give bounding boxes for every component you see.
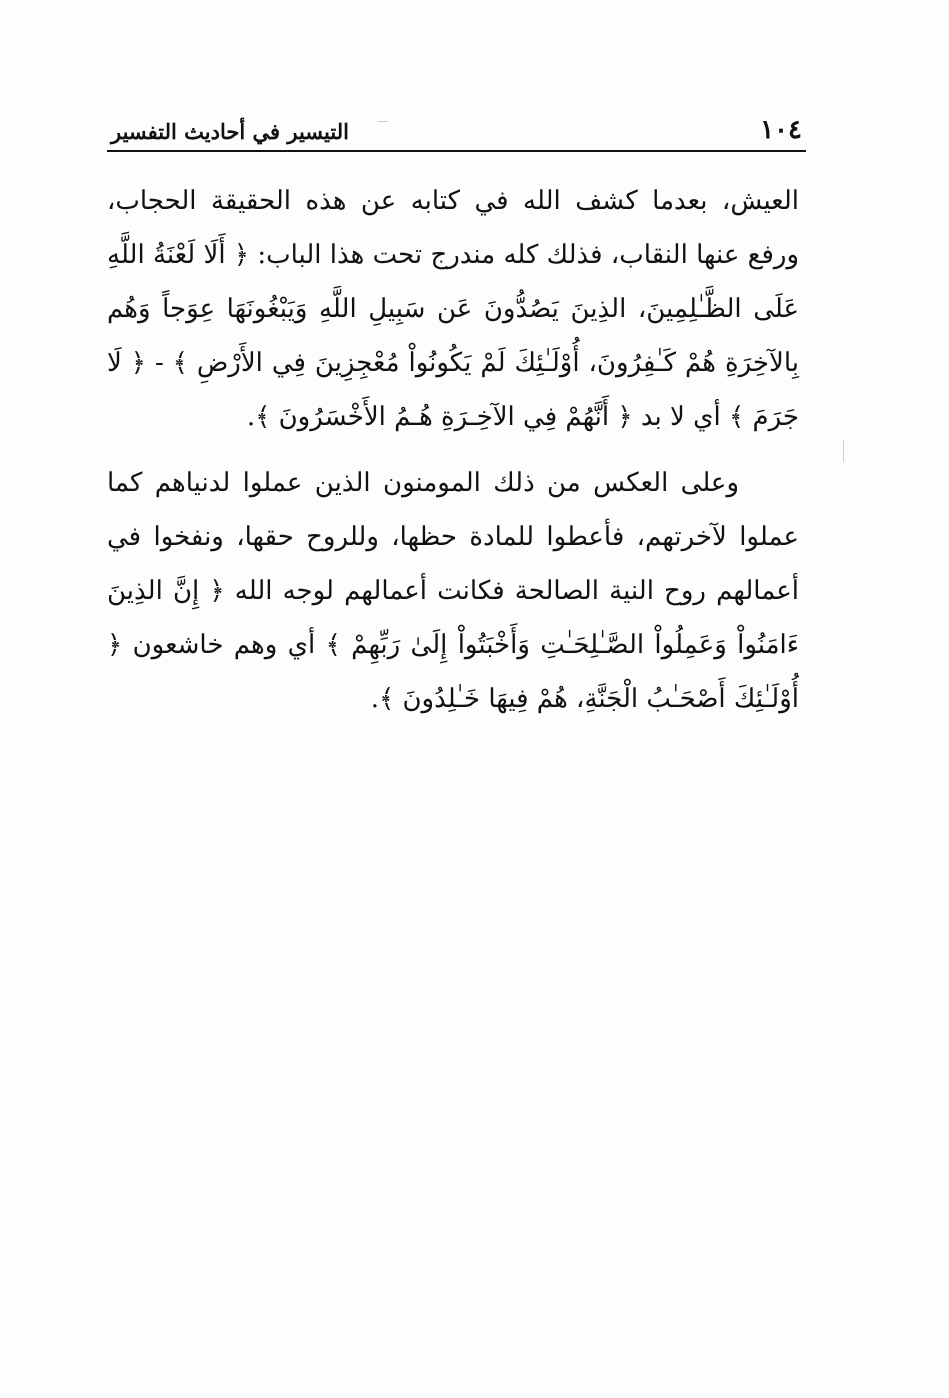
page-number: ١٠٤: [760, 115, 802, 145]
running-title: التيسير في أحاديث التفسير: [111, 119, 349, 144]
page-header: [107, 112, 806, 152]
paragraph-1: العيش، بعدما كشف الله في كتابه عن هذه الحقيقة الحجاب، ورفع عنها النقاب، فذلك كله مندرج تحت هذا الباب: ﴿ أَلَا لَعْنَةُ اللَّهِ عَلَى الظَّـٰلِمِينَ، الذِينَ يَصُدُّونَ عَن سَبِيلِ اللَّهِ وَيَبْغُونَهَا عِوَجاً وَهُم بِالآخِرَةِ هُمْ كَـٰفِرُونَ، أُوْلَـٰئِكَ لَمْ يَكُونُواْ مُعْجِزِينَ فِي الأَرْضِ ﴾ - ﴿ لَا جَرَمَ ﴾ أي لا بد ﴿ أَنَّهُمْ فِي الآخِـرَةِ هُـمُ الأَخْسَرُونَ ﴾.: [107, 186, 799, 432]
header-rule: [107, 150, 806, 152]
page-body: [107, 174, 799, 738]
paragraph-2: وعلى العكس من ذلك المومنون الذين عملوا لدنياهم كما عملوا لآخرتهم، فأعطوا للمادة حظها، وللروح حقها، ونفخوا في أعمالهم روح النية الصالحة فكانت أعمالهم لوجه الله ﴿ إِنَّ الذِينَ ءَامَنُواْ وَعَمِلُواْ الصَّـٰلِحَـٰتِ وَأَخْبَتُواْ إِلَىٰ رَبِّهِمْ ﴾ أي وهم خاشعون ﴿ أُوْلَـٰئِكَ أَصْحَـٰبُ الْجَنَّةِ، هُمْ فِيهَا خَـٰلِدُونَ ﴾.: [107, 468, 799, 714]
scan-edge-mark: [843, 440, 844, 462]
